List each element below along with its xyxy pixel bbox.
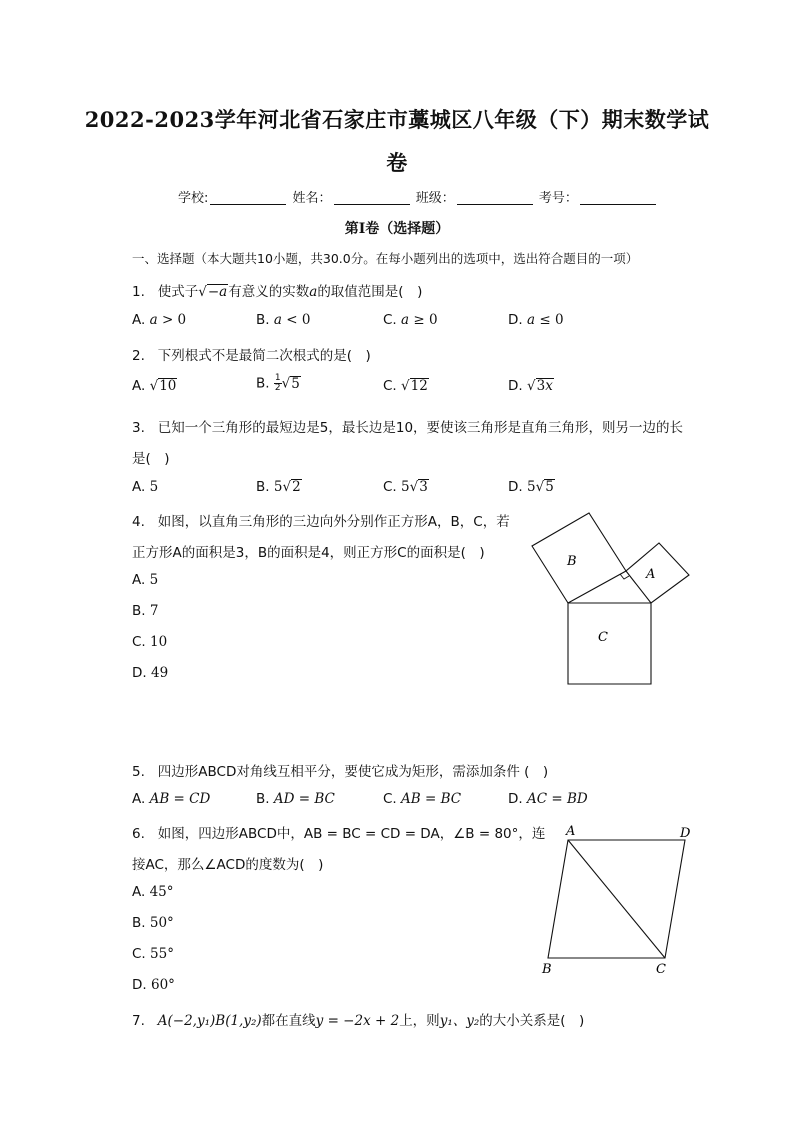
school-field[interactable]	[210, 190, 286, 205]
question-7	[132, 1009, 584, 1029]
question-number: 7.	[132, 1013, 145, 1029]
question-text: 已知一个三角形的最短边是5，最长边是10，要使该三角形是直角三角形，则另一边的长	[157, 420, 684, 436]
question-5	[132, 760, 548, 780]
question-3	[132, 416, 683, 436]
points-expression: A(−2,y₁)B(1,y₂)	[157, 1013, 262, 1029]
option-coefficient: 5	[526, 479, 536, 495]
question-3-continued: 是( )	[132, 451, 170, 467]
radicand: −a	[207, 284, 228, 300]
radicand: 2	[292, 479, 301, 495]
label-c: C	[598, 630, 608, 645]
question-number: 4.	[132, 514, 145, 530]
option-expression: AB = BC	[401, 791, 462, 807]
fraction-numerator: 1	[274, 373, 281, 383]
radicand: 5	[291, 375, 300, 392]
question-6-continued: 接AC，那么∠ACD的度数为( )	[132, 857, 324, 873]
radicand-coefficient: 3	[536, 378, 546, 394]
radicand-variable: x	[545, 378, 553, 394]
option-c[interactable]	[383, 312, 438, 328]
line-equation: y = −2x + 2	[315, 1013, 400, 1029]
question-number: 2.	[132, 348, 145, 364]
option-letter: C.	[383, 479, 397, 495]
label-b: B	[567, 554, 577, 569]
name-label: 姓名：	[292, 191, 332, 206]
question-number: 6.	[132, 826, 145, 842]
question-text: 四边形ABCD对角线互相平分，要使它成为矩形，需添加条件 ( )	[157, 764, 549, 780]
option-coefficient: 5	[401, 479, 410, 495]
option-d[interactable]	[132, 977, 175, 993]
option-value: 60°	[150, 977, 175, 993]
question-text: 下列根式不是最简二次根式的是( )	[157, 348, 371, 364]
question-number: 1.	[132, 284, 145, 300]
class-field[interactable]	[457, 190, 533, 205]
option-letter: D.	[508, 791, 523, 807]
option-letter: D.	[508, 479, 523, 495]
option-b[interactable]: B. $\frac{1}{2}$ √5	[256, 373, 300, 393]
option-c[interactable]	[132, 946, 174, 962]
label-b: B	[542, 962, 552, 977]
option-b[interactable]: B. 5√2	[256, 479, 301, 495]
question-text: 有意义的实数	[228, 284, 310, 300]
square-b	[532, 513, 626, 603]
fraction	[274, 374, 282, 393]
option-letter: A.	[132, 378, 146, 394]
option-relation: < 0	[286, 312, 311, 328]
option-letter: D.	[508, 378, 523, 394]
exam-no-field[interactable]	[580, 190, 656, 205]
label-d: D	[680, 826, 691, 841]
radicand: 12	[410, 378, 428, 394]
option-letter: A.	[132, 572, 146, 588]
question-text: 的大小关系是( )	[479, 1013, 585, 1029]
question-number: 3.	[132, 420, 145, 436]
student-info-line	[178, 187, 658, 206]
option-value: 10	[150, 634, 168, 650]
question-4	[132, 510, 510, 530]
square-c	[568, 603, 651, 684]
option-d[interactable]	[508, 791, 588, 807]
option-letter: C.	[383, 791, 397, 807]
option-d[interactable]: D. √3x	[508, 378, 553, 394]
option-letter: C.	[132, 634, 146, 650]
option-a[interactable]: A. √10	[132, 378, 177, 394]
option-letter: A.	[132, 312, 146, 328]
question-6	[132, 822, 545, 842]
fraction-denominator: 2	[274, 383, 281, 393]
option-letter: D.	[132, 977, 147, 993]
radicand: 3	[419, 479, 428, 495]
option-var: a	[149, 312, 158, 328]
label-a: A	[646, 567, 656, 582]
question-1: 1. 使式子√−a有意义的实数a的取值范围是( )	[132, 284, 423, 300]
option-a[interactable]	[132, 572, 158, 588]
option-value: 49	[150, 665, 169, 681]
question-text: 如图，四边形ABCD中，AB = BC = CD = DA，∠B = 80°，连	[157, 826, 546, 842]
option-b[interactable]	[132, 915, 174, 931]
name-field[interactable]	[334, 190, 410, 205]
variables: y₁、y₂	[439, 1013, 480, 1029]
option-var: a	[401, 312, 410, 328]
option-c[interactable]: C. 5√3	[383, 479, 428, 495]
option-letter: B.	[132, 915, 146, 931]
option-letter: D.	[132, 665, 147, 681]
option-letter: B.	[132, 603, 146, 619]
option-expression: AB = CD	[149, 791, 211, 807]
variable: a	[309, 284, 318, 300]
option-var: a	[273, 312, 282, 328]
option-b[interactable]	[256, 791, 335, 807]
diagonal-ac	[568, 840, 665, 958]
option-d[interactable]	[132, 665, 168, 681]
option-relation: ≤ 0	[539, 312, 564, 328]
option-letter: B.	[256, 375, 270, 392]
option-d[interactable]: D. 5√5	[508, 479, 554, 495]
option-d[interactable]	[508, 312, 564, 328]
option-a[interactable]	[132, 791, 210, 807]
option-a[interactable]	[132, 312, 186, 328]
school-label: 学校:	[178, 191, 209, 206]
option-letter: C.	[383, 312, 397, 328]
label-a: A	[566, 824, 576, 839]
option-c[interactable]	[383, 791, 461, 807]
question-text: 的取值范围是( )	[317, 284, 423, 300]
option-letter: A.	[132, 884, 146, 900]
option-letter: D.	[508, 312, 523, 328]
question-2	[132, 344, 371, 364]
section-note: 一、选择题（本大题共10小题，共30.0分。在每小题列出的选项中，选出符合题目的一项）	[132, 251, 639, 266]
option-value: 45°	[149, 884, 174, 900]
option-value: 7	[149, 603, 159, 619]
option-letter: B.	[256, 479, 270, 495]
option-letter: B.	[256, 312, 270, 328]
question-number: 5.	[132, 764, 145, 780]
option-a[interactable]	[132, 884, 174, 900]
page-title-line-1: 2022-2023学年河北省石家庄市藁城区八年级（下）期末数学试	[84, 107, 710, 132]
exam-no-label: 考号：	[538, 191, 578, 206]
pythagoras-squares-figure	[525, 505, 700, 690]
option-expression: AD = BC	[273, 791, 335, 807]
option-value: 50°	[149, 915, 174, 931]
option-value: 5	[149, 479, 159, 495]
option-letter: C.	[383, 378, 397, 394]
option-relation: ≥ 0	[413, 312, 438, 328]
question-text: 使式子	[157, 284, 199, 300]
option-relation: > 0	[161, 312, 187, 328]
question-text: 上，则	[399, 1013, 440, 1029]
square-a	[626, 543, 689, 603]
question-text: 都在直线	[261, 1013, 316, 1029]
option-c[interactable]	[132, 634, 167, 650]
option-value: 5	[149, 572, 159, 588]
option-expression: AC = BD	[526, 791, 588, 807]
option-c[interactable]: C. √12	[383, 378, 428, 394]
option-letter: A.	[132, 791, 146, 807]
radicand: 10	[159, 378, 177, 394]
option-letter: C.	[132, 946, 146, 962]
option-var: a	[526, 312, 536, 328]
question-text: 如图，以直角三角形的三边向外分别作正方形A，B，C，若	[157, 514, 510, 530]
label-c: C	[656, 962, 666, 977]
right-angle-mark	[620, 574, 629, 579]
option-b[interactable]	[256, 312, 310, 328]
option-coefficient: 5	[273, 479, 283, 495]
page-title-line-2: 卷	[386, 150, 408, 175]
section-title: 第I卷（选择题）	[344, 221, 450, 237]
class-label: 班级：	[415, 191, 455, 206]
option-b[interactable]	[132, 603, 158, 619]
radicand: 5	[545, 479, 554, 495]
rhombus-figure	[535, 820, 700, 980]
option-value: 55°	[150, 946, 174, 962]
question-4-continued: 正方形A的面积是3，B的面积是4，则正方形C的面积是( )	[132, 545, 485, 561]
option-letter: A.	[132, 479, 146, 495]
option-a[interactable]	[132, 479, 158, 495]
option-letter: B.	[256, 791, 270, 807]
